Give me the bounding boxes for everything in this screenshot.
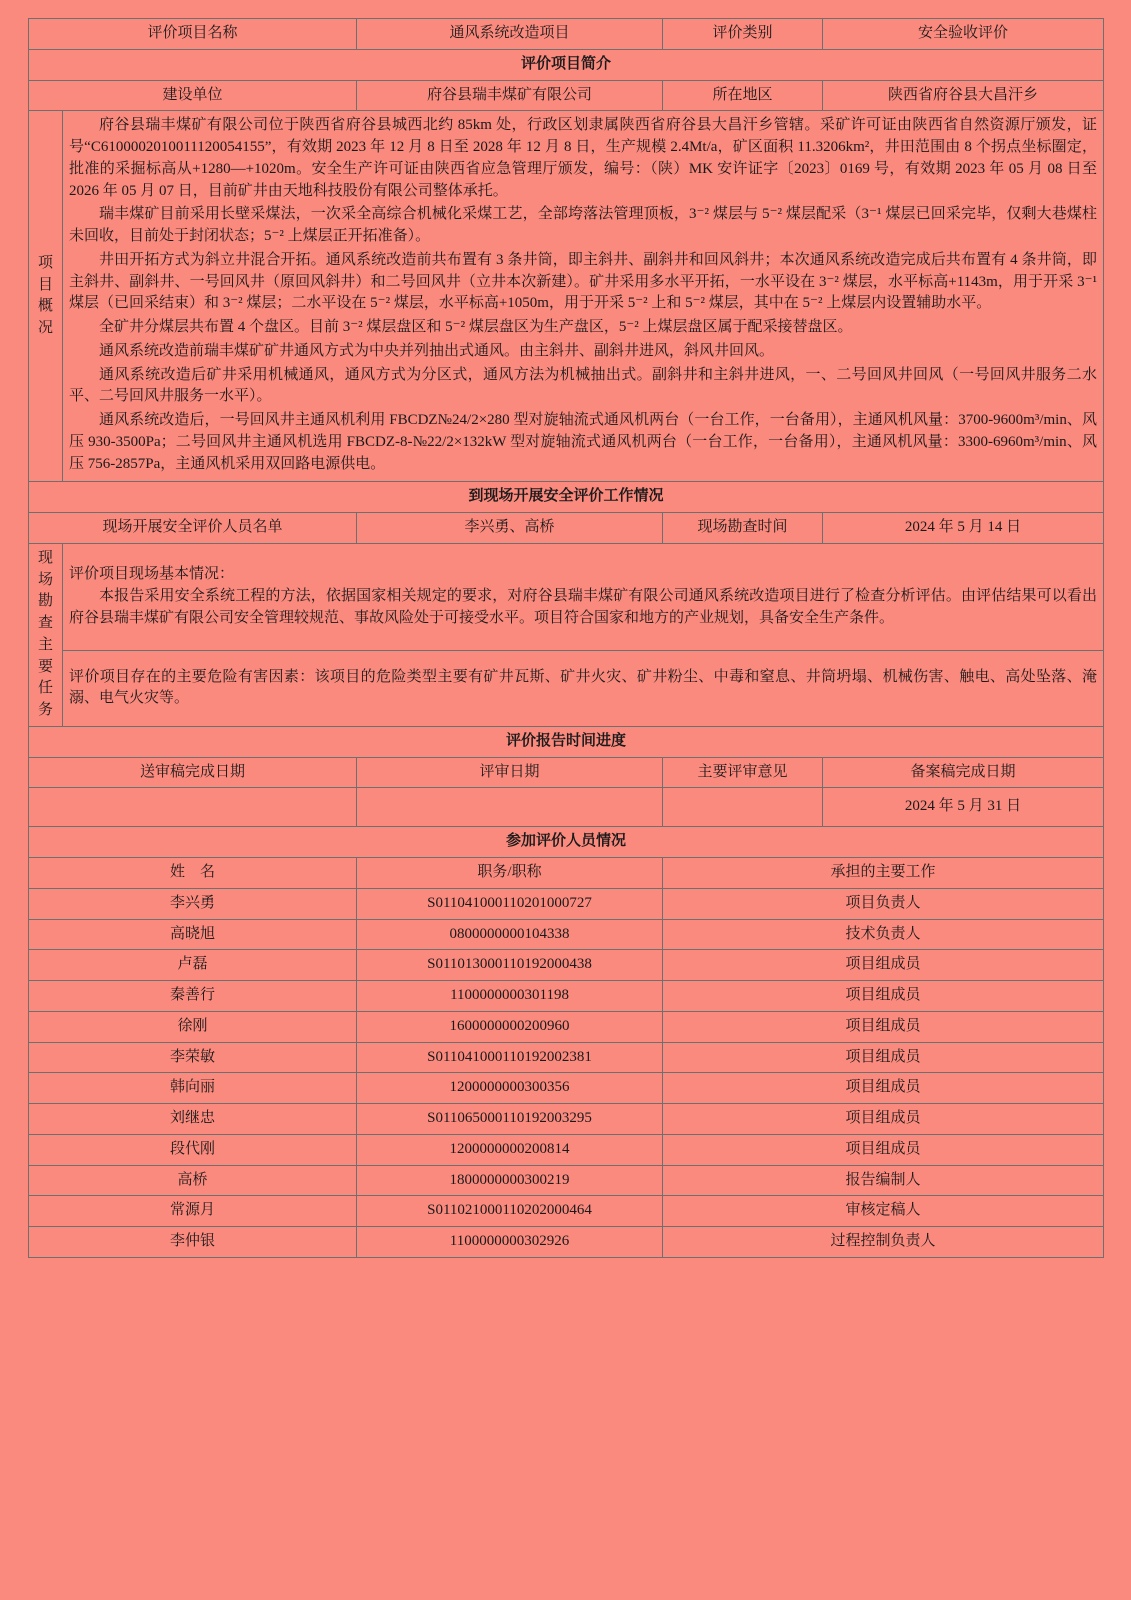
personnel-name: 卢磊 <box>29 950 357 981</box>
onsite-hazard-cell <box>63 650 1104 726</box>
personnel-title: S011021000110202000464 <box>357 1196 663 1227</box>
schedule-value-submit <box>29 788 357 827</box>
personnel-section-title: 参加评价人员情况 <box>29 827 1104 858</box>
personnel-header-name: 姓 名 <box>29 858 357 889</box>
personnel-name: 刘继忠 <box>29 1104 357 1135</box>
table-row <box>29 80 1104 111</box>
region-label: 所在地区 <box>663 80 823 111</box>
personnel-name: 李仲银 <box>29 1227 357 1258</box>
onsite-basic-title: 评价项目现场基本情况： <box>69 566 235 583</box>
overview-body <box>63 111 1104 482</box>
personnel-title: S011013000110192000438 <box>357 950 663 981</box>
personnel-work: 项目组成员 <box>663 1042 1104 1073</box>
table-row <box>29 1134 1104 1165</box>
intro-section-title: 评价项目简介 <box>29 49 1104 80</box>
table-row <box>29 1042 1104 1073</box>
personnel-name: 徐刚 <box>29 1011 357 1042</box>
project-name-label: 评价项目名称 <box>29 19 357 50</box>
table-row <box>29 1227 1104 1258</box>
table-row <box>29 49 1104 80</box>
table-row <box>29 482 1104 513</box>
personnel-work: 报告编制人 <box>663 1165 1104 1196</box>
overview-paragraph: 府谷县瑞丰煤矿有限公司位于陕西省府谷县城西北约 85km 处，行政区划隶属陕西省府谷县大昌汗乡管辖。采矿许可证由陕西省自然资源厅颁发，证号“C6100002010011120054155”，有效期 2023 年 12 月 8 日至 2028 年 12 月 8 日，生产规模 2.4Mt/a，矿区面积 11.3206km²，井田范围由 8 个拐点坐标圈定，批准的采掘标高从+1280—+1020m。安全生产许可证由陕西省应急管理厅颁发，编号：（陕）MK 安许证字〔2023〕0169 号，有效期 2023 年 05 月 08 日至 2026 年 05 月 07 日，目前矿井由天地科技股份有限公司整体承托。 <box>69 117 1098 199</box>
table-row <box>29 858 1104 889</box>
table-row <box>29 19 1104 50</box>
table-row <box>29 543 1104 650</box>
table-row <box>29 981 1104 1012</box>
table-row <box>29 827 1104 858</box>
personnel-title: 0800000000104338 <box>357 919 663 950</box>
personnel-title: 1200000000200814 <box>357 1134 663 1165</box>
personnel-title: 1100000000301198 <box>357 981 663 1012</box>
schedule-value-review-opinion <box>663 788 823 827</box>
personnel-name: 常源月 <box>29 1196 357 1227</box>
category-label: 评价类别 <box>663 19 823 50</box>
personnel-name: 李兴勇 <box>29 888 357 919</box>
personnel-work: 过程控制负责人 <box>663 1227 1104 1258</box>
table-row <box>29 950 1104 981</box>
personnel-work: 项目组成员 <box>663 981 1104 1012</box>
personnel-name: 李荣敏 <box>29 1042 357 1073</box>
personnel-title: 1100000000302926 <box>357 1227 663 1258</box>
schedule-section-title: 评价报告时间进度 <box>29 726 1104 757</box>
personnel-name: 高桥 <box>29 1165 357 1196</box>
personnel-name: 秦善行 <box>29 981 357 1012</box>
personnel-title: 1200000000300356 <box>357 1073 663 1104</box>
onsite-staff-label: 现场开展安全评价人员名单 <box>29 513 357 544</box>
personnel-work: 项目组成员 <box>663 1073 1104 1104</box>
personnel-work: 审核定稿人 <box>663 1196 1104 1227</box>
personnel-work: 项目组成员 <box>663 1134 1104 1165</box>
personnel-work: 项目组成员 <box>663 950 1104 981</box>
personnel-header-work: 承担的主要工作 <box>663 858 1104 889</box>
personnel-title: S011065000110192003295 <box>357 1104 663 1135</box>
personnel-title: 1800000000300219 <box>357 1165 663 1196</box>
survey-time-label: 现场勘查时间 <box>663 513 823 544</box>
build-unit-value: 府谷县瑞丰煤矿有限公司 <box>357 80 663 111</box>
schedule-value-review-date <box>357 788 663 827</box>
build-unit-label: 建设单位 <box>29 80 357 111</box>
overview-paragraph: 通风系统改造后，一号回风井主通风机利用 FBCDZ№24/2×280 型对旋轴流式通风机两台（一台工作，一台备用），主通风机风量：3700-9600m³/min、风压 930-3500Pa；二号回风井主通风机选用 FBCDZ-8-№22/2×132kW 型对旋轴流式通风机两台（一台工作，一台备用），主通风机风量：3300-6960m³/min、风压 756-2857Pa，主通风机采用双回路电源供电。 <box>69 412 1098 472</box>
personnel-work: 项目负责人 <box>663 888 1104 919</box>
personnel-name: 高晓旭 <box>29 919 357 950</box>
overview-paragraph: 井田开拓方式为斜立井混合开拓。通风系统改造前共布置有 3 条井筒，即主斜井、副斜井和回风斜井；本次通风系统改造完成后共布置有 4 条井筒，即主斜井、副斜井、一号回风井（原回风斜井）和二号回风井（立井本次新建）。矿井采用多水平开拓，一水平设在 3⁻² 煤层，水平标高+1143m，用于开采 3⁻¹ 煤层（已回采结束）和 3⁻² 煤层；二水平设在 5⁻² 煤层，水平标高+1050m，用于开采 5⁻² 上和 5⁻² 煤层，其中在 5⁻² 上煤层内设置辅助水平。 <box>69 251 1098 312</box>
schedule-header-filing: 备案稿完成日期 <box>823 757 1104 788</box>
personnel-name: 韩向丽 <box>29 1073 357 1104</box>
onsite-side-label: 现 场 勘 查 主 要 任 务 <box>29 543 63 726</box>
evaluation-summary-table <box>28 18 1104 1258</box>
overview-paragraph: 通风系统改造后矿井采用机械通风，通风方式为分区式，通风方法为机械抽出式。副斜井和主斜井进风，一、二号回风井回风（一号回风井服务二水平、二号回风井服务一水平）。 <box>69 366 1098 405</box>
schedule-header-submit: 送审稿完成日期 <box>29 757 357 788</box>
table-row <box>29 757 1104 788</box>
schedule-header-review-opinion: 主要评审意见 <box>663 757 823 788</box>
personnel-title: S011041000110192002381 <box>357 1042 663 1073</box>
table-row <box>29 1011 1104 1042</box>
category-value: 安全验收评价 <box>823 19 1104 50</box>
onsite-staff-value: 李兴勇、高桥 <box>357 513 663 544</box>
region-value: 陕西省府谷县大昌汗乡 <box>823 80 1104 111</box>
overview-side-label: 项 目 概 况 <box>29 111 63 482</box>
survey-time-value: 2024 年 5 月 14 日 <box>823 513 1104 544</box>
personnel-header-title: 职务/职称 <box>357 858 663 889</box>
table-row <box>29 513 1104 544</box>
table-row <box>29 788 1104 827</box>
personnel-work: 项目组成员 <box>663 1011 1104 1042</box>
personnel-work: 技术负责人 <box>663 919 1104 950</box>
onsite-section-title: 到现场开展安全评价工作情况 <box>29 482 1104 513</box>
personnel-title: S011041000110201000727 <box>357 888 663 919</box>
overview-paragraph: 瑞丰煤矿目前采用长壁采煤法，一次采全高综合机械化采煤工艺，全部垮落法管理顶板，3⁻² 煤层与 5⁻² 煤层配采（3⁻¹ 煤层已回采完毕，仅剩大巷煤柱未回收，目前处于封闭状态；5⁻² 上煤层正开拓准备）。 <box>69 206 1098 244</box>
onsite-basic-cell <box>63 543 1104 650</box>
table-row <box>29 1196 1104 1227</box>
table-row <box>29 919 1104 950</box>
table-row <box>29 1104 1104 1135</box>
project-name-value: 通风系统改造项目 <box>357 19 663 50</box>
table-row <box>29 1073 1104 1104</box>
schedule-value-filing: 2024 年 5 月 31 日 <box>823 788 1104 827</box>
table-row <box>29 726 1104 757</box>
table-row <box>29 1165 1104 1196</box>
personnel-name: 段代刚 <box>29 1134 357 1165</box>
onsite-basic-text: 本报告采用安全系统工程的方法，依据国家相关规定的要求，对府谷县瑞丰煤矿有限公司通风系统改造项目进行了检查分析评估。由评估结果可以看出府谷县瑞丰煤矿有限公司安全管理较规范、事故风险处于可接受水平。项目符合国家和地方的产业规划，具备安全生产条件。 <box>69 587 1098 626</box>
table-row <box>29 888 1104 919</box>
table-row <box>29 111 1104 482</box>
overview-paragraph: 全矿井分煤层共布置 4 个盘区。目前 3⁻² 煤层盘区和 5⁻² 煤层盘区为生产盘区，5⁻² 上煤层盘区属于配采接替盘区。 <box>99 319 853 335</box>
overview-paragraph: 通风系统改造前瑞丰煤矿矿井通风方式为中央并列抽出式通风。由主斜井、副斜井进风，斜风井回风。 <box>99 342 775 359</box>
personnel-work: 项目组成员 <box>663 1104 1104 1135</box>
schedule-header-review-date: 评审日期 <box>357 757 663 788</box>
onsite-hazard-text: 评价项目存在的主要危险有害因素：该项目的危险类型主要有矿井瓦斯、矿井火灾、矿井粉尘、中毒和窒息、井筒坍塌、机械伤害、触电、高处坠落、淹溺、电气火灾等。 <box>69 668 1098 707</box>
table-row <box>29 650 1104 726</box>
personnel-title: 1600000000200960 <box>357 1011 663 1042</box>
